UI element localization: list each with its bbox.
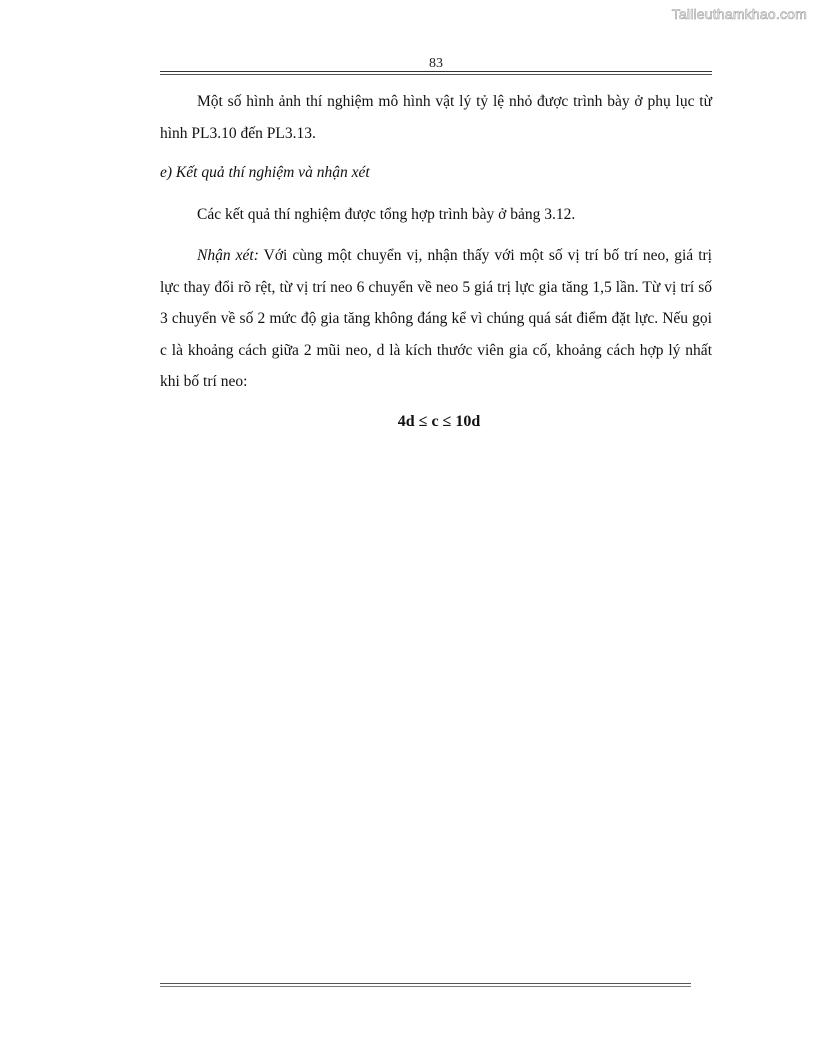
page-number: 83	[429, 56, 443, 71]
document-body	[160, 86, 712, 437]
remarks-label: Nhận xét:	[197, 247, 259, 264]
footer-rule	[160, 983, 691, 987]
paragraph-results: Các kết quả thí nghiệm được tổng hợp trình bày ở bảng 3.12.	[197, 205, 576, 223]
paragraph-figures: Một số hình ảnh thí nghiệm mô hình vật lý tỷ lệ nhỏ được trình bày ở phụ lục từ hình PL3.10 đến PL3.13.	[160, 93, 712, 142]
formula: 4d ≤ c ≤ 10d	[397, 412, 481, 430]
paragraph-remarks	[160, 240, 712, 398]
section-heading: e) Kết quả thí nghiệm và nhận xét	[160, 164, 370, 181]
header-rule	[160, 71, 712, 75]
remarks-text: Với cùng một chuyển vị, nhận thấy với một số vị trí bố trí neo, giá trị lực thay đổi rõ rệt, từ vị trí neo 6 chuyển về neo 5 giá trị lực gia tăng 1,5 lần. Từ vị trí số 3 chuyển về số 2 mức độ gia tăng không đáng kể vì chúng quá sát điểm đặt lực. Nếu gọi c là khoảng cách giữa 2 mũi neo, d là kích thước viên gia cố, khoảng cách hợp lý nhất khi bố trí neo:	[160, 247, 712, 390]
watermark: Tailieuthamkhao.com	[671, 6, 807, 22]
